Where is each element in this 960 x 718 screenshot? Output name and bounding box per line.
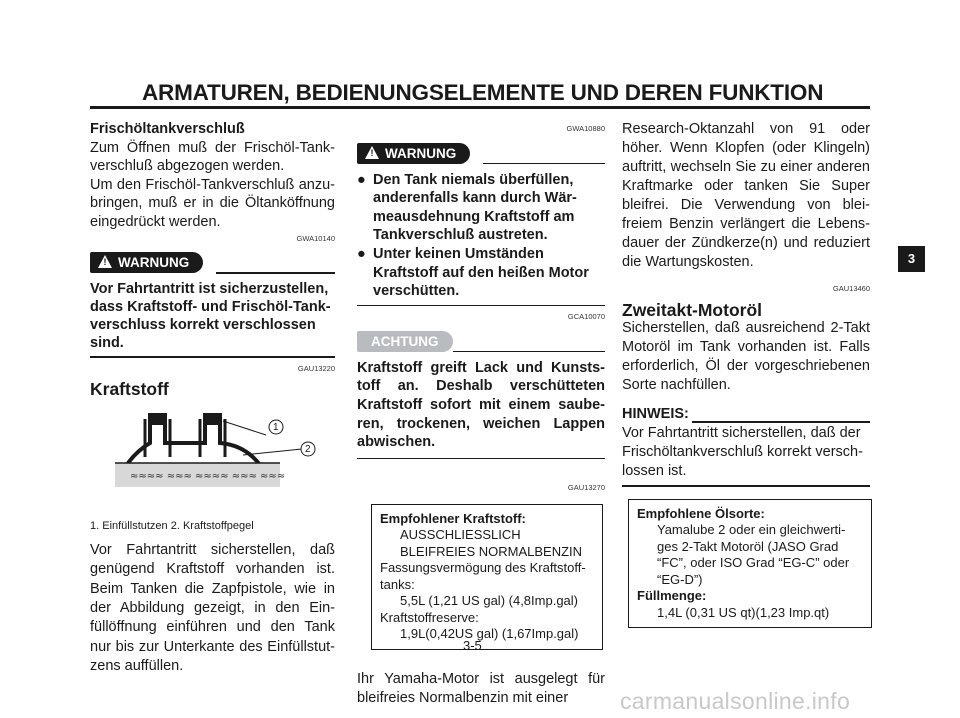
column-1 bbox=[90, 120, 335, 677]
fuel-capacity-value: 5,5L (1,21 US gal) (4,8Imp.gal) bbox=[400, 593, 578, 609]
callout-1: 1 bbox=[273, 421, 279, 433]
oil-quantity-label: Füllmenge: bbox=[637, 588, 707, 604]
hinweis-line bbox=[692, 421, 870, 423]
warning-bullet bbox=[357, 245, 605, 301]
fuel-spec-box bbox=[371, 504, 603, 650]
fuel-section-heading: Kraftstoff bbox=[90, 379, 169, 400]
warning-triangle-icon: ! bbox=[365, 146, 379, 159]
oil-spec-title: Empfohlene Ölsorte: bbox=[637, 505, 765, 521]
chapter-tab: 3 bbox=[898, 246, 925, 272]
column-2 bbox=[357, 120, 605, 709]
oil-cap-para-1: Zum Öffnen muß der Frischöl-Tank-verschluß abgezogen werden. bbox=[90, 139, 335, 175]
warning-badge bbox=[357, 143, 470, 164]
fuel-body-text: Vor Fahrtantritt sicherstellen, daß genügend Kraftstoff vorhanden ist. Beim Tanken die Zapfpistole, wie in der Abbildung gezeigt, in den Ein-füllöffnung einführen und den Tank nur bis zur Unterkante des Einfüllstut-zens auffüllen. bbox=[90, 541, 335, 675]
page-number: 3-5 bbox=[463, 638, 482, 653]
ref-code: GAU13220 bbox=[297, 363, 335, 373]
watermark: carmanualsonline.info bbox=[620, 688, 851, 714]
fuel-reserve-label: Kraftstoffreserve: bbox=[380, 609, 479, 625]
ref-code: GWA10880 bbox=[566, 124, 605, 133]
hinweis-header bbox=[622, 405, 870, 424]
bullet-icon: ● bbox=[357, 171, 366, 188]
hinweis-end-rule bbox=[622, 485, 870, 487]
warning-bullet bbox=[357, 171, 605, 245]
warning-banner bbox=[90, 252, 335, 274]
warning-line bbox=[483, 163, 605, 165]
column-3 bbox=[622, 120, 870, 628]
header-rule bbox=[90, 106, 870, 109]
figure-caption: 1. Einfüllstutzen 2. Kraftstoffpegel bbox=[90, 519, 254, 532]
oil-cap-heading: Frischöltankverschluß bbox=[90, 121, 245, 137]
fuel-capacity-label: Fassungsvermögung des Kraftstoff-tanks: bbox=[380, 560, 586, 592]
achtung-end-rule bbox=[357, 458, 605, 460]
achtung-banner bbox=[357, 331, 605, 353]
svg-text:≈≈≈≈ ≈≈≈ ≈≈≈≈ ≈≈≈ ≈≈≈: ≈≈≈≈ ≈≈≈ ≈≈≈≈ ≈≈≈ ≈≈≈ bbox=[130, 470, 286, 482]
ref-code: GAU13270 bbox=[567, 483, 605, 493]
achtung-badge: ACHTUNG bbox=[357, 331, 453, 352]
warning-label: WARNUNG bbox=[118, 255, 190, 271]
oil-cap-para-2: Um den Frischöl-Tankverschluß anzu-bringen, muß er in die Öltanköffnung eingedrückt werden. bbox=[90, 176, 335, 230]
hinweis-text: Vor Fahrtantritt sicherstellen, daß der Frischöltankverschluß korrekt versch-lossen ist. bbox=[622, 425, 863, 480]
octane-continued-text: Research-Oktanzahl von 91 oder höher. Wenn Klopfen (oder Klingeln) auftritt, wechseln Sie zu einer anderen Kraftmarke oder tanken Sie Super bleifrei. Die Verwendung von blei-freiem Benzin verlängert die Lebens-dauer der Zündkerze(n) und reduziert die Wartungskosten. bbox=[622, 121, 870, 270]
fuel-tank-diagram bbox=[90, 405, 335, 517]
warning-bullet-text: Den Tank niemals überfüllen, anderenfalls kann durch Wär-meausdehnung Kraftstoff am Tankverschluß austreten. bbox=[373, 171, 577, 244]
warning-bullet-text: Unter keinen Umständen Kraftstoff auf den heißen Motor verschütten. bbox=[373, 245, 589, 300]
warning-badge bbox=[90, 252, 203, 273]
oil-spec-box bbox=[628, 499, 872, 629]
hinweis-label: HINWEIS: bbox=[622, 406, 689, 423]
warning-text: Vor Fahrtantritt ist sicherzustellen, dass Kraftstoff- und Frischöl-Tank-verschluss korrekt verschlossen sind. bbox=[90, 281, 331, 352]
warning-triangle-icon: ! bbox=[98, 255, 112, 268]
oil-quantity-value: 1,4L (0,31 US qt)(1,23 Imp.qt) bbox=[657, 604, 830, 620]
achtung-text: Kraftstoff greift Lack und Kunsts-toff an. Deshalb verschütteten Kraftstoff sofort mit einem saube-ren, trockenen, weichen Lappen abwischen. bbox=[357, 359, 605, 451]
warning-end-rule bbox=[357, 305, 605, 307]
warning-banner bbox=[357, 143, 605, 165]
fuel-octane-text: Ihr Yamaha-Motor ist ausgelegt für bleifreies Normalbenzin mit einer bbox=[357, 670, 605, 707]
fuel-spec-title: Empfohlener Kraftstoff: bbox=[380, 510, 526, 526]
two-stroke-oil-heading: Zweitakt-Motoröl bbox=[622, 299, 762, 320]
warning-line bbox=[216, 272, 335, 274]
page-header-title: ARMATUREN, BEDIENUNGSELEMENTE UND DEREN FUNKTION bbox=[142, 80, 824, 105]
achtung-line bbox=[453, 351, 605, 353]
fuel-reserve-value: 1,9L(0,42US gal) (1,67Imp.gal) bbox=[400, 626, 579, 642]
two-stroke-oil-text: Sicherstellen, daß ausreichend 2-Takt Motoröl im Tank vorhanden ist. Falls erforderlich, Öl der vorgeschriebenen Sorte nachfüllen. bbox=[622, 320, 870, 394]
callout-2: 2 bbox=[305, 443, 311, 455]
fuel-spec-type: AUSSCHLIESSLICH BLEIFREIES NORMALBENZIN bbox=[400, 527, 583, 559]
ref-code: GCA10070 bbox=[567, 312, 605, 322]
warning-label: WARNUNG bbox=[385, 145, 457, 161]
oil-spec-type: Yamalube 2 oder ein gleichwerti-ges 2-Takt Motoröl (JASO Grad “FC”, oder ISO Grad “EG-C” oder “EG-D”) bbox=[657, 522, 850, 587]
warning-end-rule bbox=[90, 356, 335, 358]
ref-code: GWA10140 bbox=[296, 233, 335, 243]
bullet-icon: ● bbox=[357, 245, 366, 262]
ref-code: GAU13460 bbox=[832, 284, 870, 293]
fuel-tank-illustration bbox=[90, 405, 335, 517]
